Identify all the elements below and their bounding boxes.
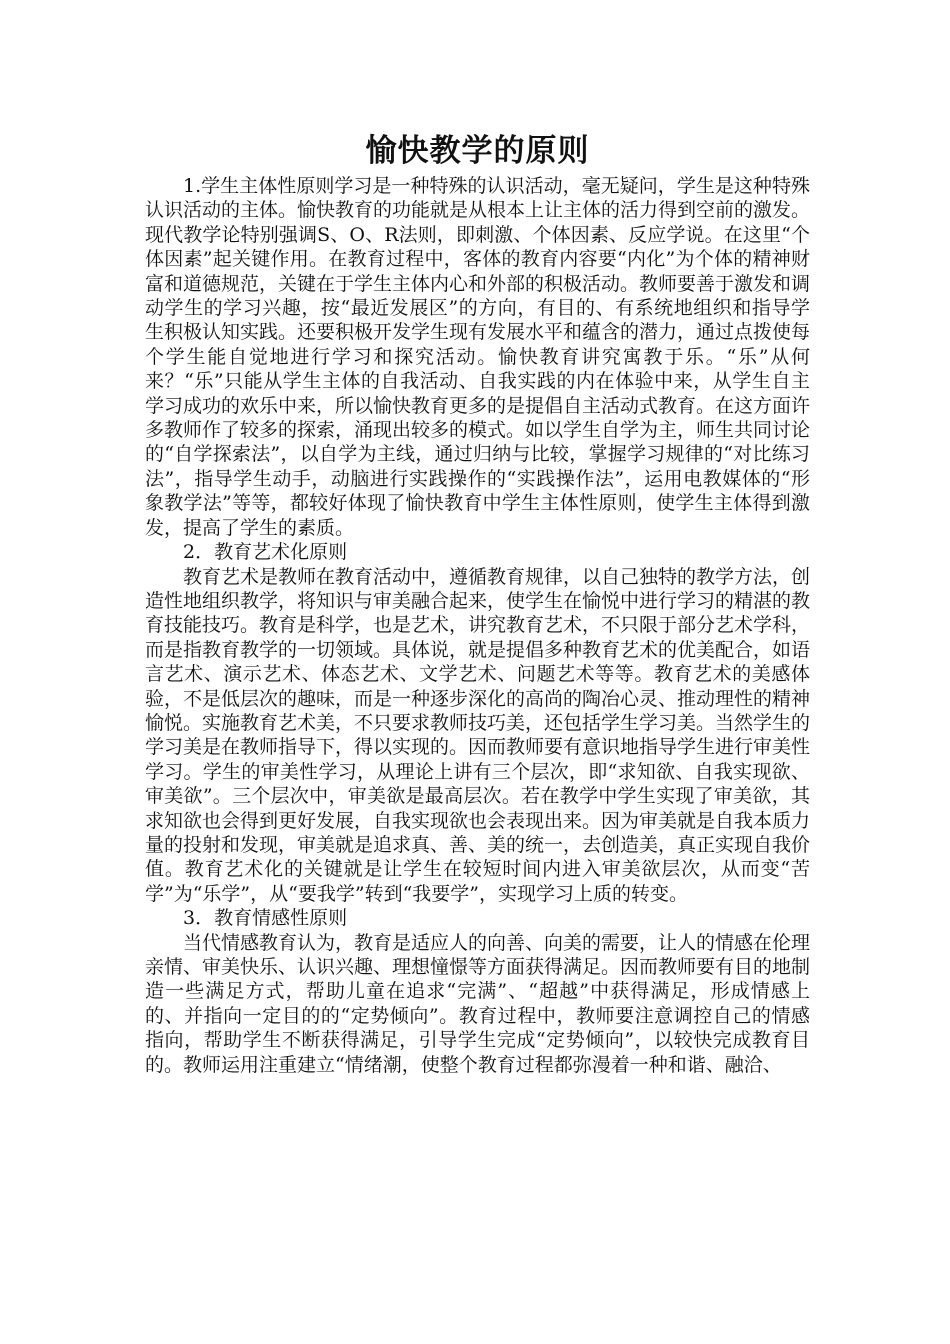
document-title: 愉快教学的原则	[365, 133, 590, 169]
section-heading-emotion: 3．教育情感性原则	[183, 907, 348, 930]
paragraph-student-subjectivity: 1.学生主体性原则学习是一种特殊的认识活动，毫无疑问，学生是这种特殊认识活动的主体。愉快教育的功能就是从根本上让主体的活力得到空前的激发。现代教学论特别强调S、O、R法则，即刺激、个体因素、反应学说。在这里“个体因素”起关键作用。在教育过程中，客体的教育内容要“内化”为个体的精神财富和道德规范，关键在于学生主体内心和外部的积极活动。教师要善于激发和调动学生的学习兴趣，按“最近发展区”的方向，有目的、有系统地组织和指导学生积极认知实践。还要积极开发学生现有发展水平和蕴含的潜力，通过点拨使每个学生能自觉地进行学习和探究活动。愉快教育讲究寓教于乐。“乐”从何来？“乐”只能从学生主体的自我活动、自我实践的内在体验中来，从学生自主学习成功的欢乐中来，所以愉快教育更多的是提倡自主活动式教育。在这方面许多教师作了较多的探索，涌现出较多的模式。如以学生自学为主，师生共同讨论的“自学探索法”，以自学为主线，通过归纳与比较，掌握学习规律的“对比练习法”，指导学生动手，动脑进行实践操作的“实践操作法”，运用电教媒体的“形象教学法”等等，都较好体现了愉快教育中学生主体性原则，使学生主体得到激发，提高了学生的素质。	[145, 175, 811, 539]
document-page	[145, 128, 810, 1077]
document-body	[145, 174, 810, 1077]
paragraph-education-emotion: 当代情感教育认为，教育是适应人的向善、向美的需要，让人的情感在伦理亲情、审美快乐、认识兴趣、理想憧憬等方面获得满足。因而教师要有目的地制造一些满足方式，帮助儿童在追求“完满”、“超越”中获得满足，形成情感上的、并指向一定目的的“定势倾向”。教育过程中，教师要注意调控自己的情感指向，帮助学生不断获得满足，引导学生完成“定势倾向”，以较快完成教育目的。教师运用注重建立“情绪潮，使整个教育过程都弥漫着一种和谐、融洽、	[145, 931, 811, 1076]
paragraph-education-art: 教育艺术是教师在教育活动中，遵循教育规律，以自己独特的教学方法，创造性地组织教学，将知识与审美融合起来，使学生在愉悦中进行学习的精湛的教育技能技巧。教育是科学，也是艺术，讲究教育艺术，不只限于部分艺术学科，而是指教育教学的一切领域。具体说，就是提倡多种教育艺术的优美配合，如语言艺术、演示艺术、体态艺术、文学艺术、问题艺术等等。教育艺术的美感体验，不是低层次的趣味，而是一种逐步深化的高尚的陶冶心灵、推动理性的精神愉悦。实施教育艺术美，不只要求教师技巧美，还包括学生学习美。当然学生的学习美是在教师指导下，得以实现的。因而教师要有意识地指导学生进行审美性学习。学生的审美性学习，从理论上讲有三个层次，即“求知欲、自我实现欲、审美欲”。三个层次中，审美欲是最高层次。若在教学中学生实现了审美欲，其求知欲也会得到更好发展，自我实现欲也会表现出来。因为审美就是自我本质力量的投射和发现，审美就是追求真、善、美的统一，去创造美，真正实现自我价值。教育艺术化的关键就是让学生在较短时间内进入审美欲层次，从而变“苦学”为“乐学”，从“要我学”转到“我要学”，实现学习上质的转变。	[145, 565, 811, 905]
section-heading-art: 2．教育艺术化原则	[183, 541, 348, 564]
